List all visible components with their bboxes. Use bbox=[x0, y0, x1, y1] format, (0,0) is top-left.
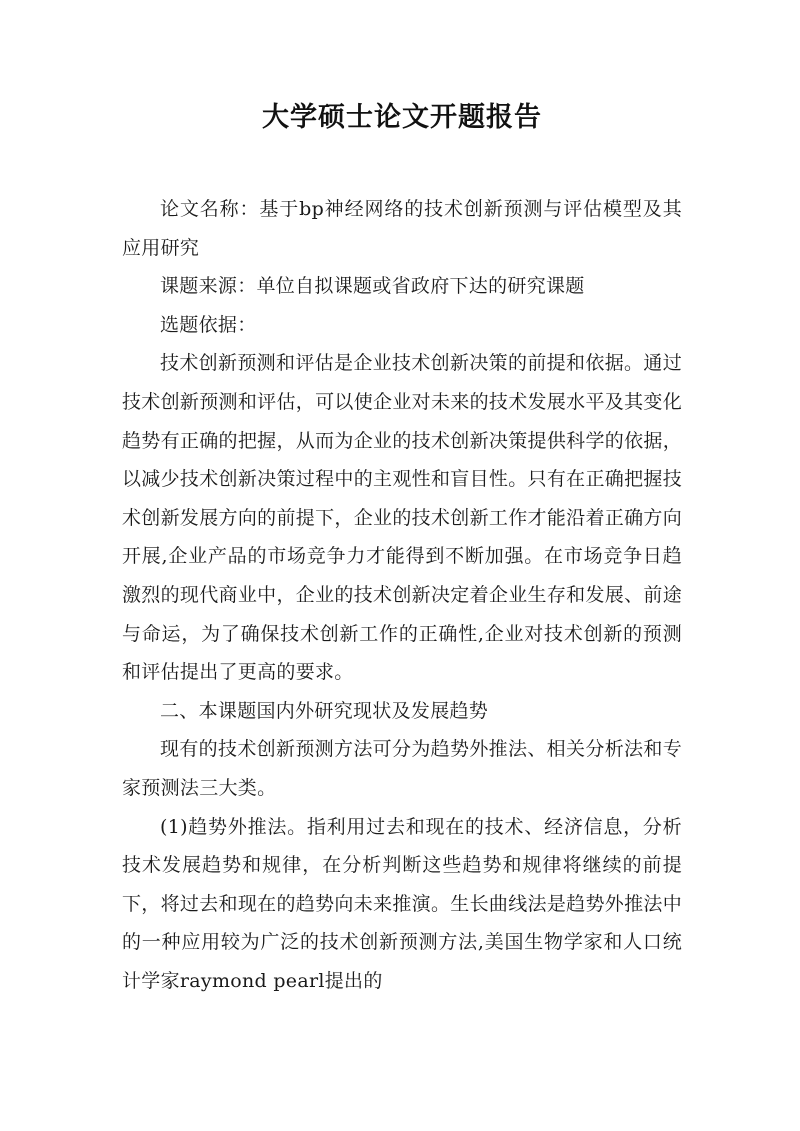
paragraph-thesis-name: 论文名称：基于bp神经网络的技术创新预测与评估模型及其应用研究 bbox=[122, 198, 682, 259]
paragraph-trend-extrapolation: (1)趋势外推法。指利用过去和现在的技术、经济信息，分析技术发展趋势和规律，在分析判断这些趋势和规律将继续的前提下，将过去和现在的趋势向未来推演。生长曲线法是趋势外推法中的一种应用较为广泛的技术创新预测方法,美国生物学家和人口统计学家raymond pearl提出的 bbox=[122, 815, 682, 992]
document-body bbox=[122, 190, 682, 1000]
paragraph-method-categories: 现有的技术创新预测方法可分为趋势外推法、相关分析法和专家预测法三大类。 bbox=[122, 738, 682, 799]
section-heading-research-status: 二、本课题国内外研究现状及发展趋势 bbox=[160, 699, 489, 722]
document-title: 大学硕士论文开题报告 bbox=[262, 102, 542, 133]
paragraph-topic-source: 课题来源：单位自拟课题或省政府下达的研究课题 bbox=[160, 275, 585, 298]
paragraph-selection-basis-heading: 选题依据： bbox=[160, 313, 257, 336]
paragraph-selection-basis-body: 技术创新预测和评估是企业技术创新决策的前提和依据。通过技术创新预测和评估，可以使企业对未来的技术发展水平及其变化趋势有正确的把握，从而为企业的技术创新决策提供科学的依据，以减少技术创新决策过程中的主观性和盲目性。只有在正确把握技术创新发展方向的前提下，企业的技术创新工作才能沿着正确方向开展,企业产品的市场竞争力才能得到不断加强。在市场竞争日趋激烈的现代商业中，企业的技术创新决定着企业生存和发展、前途与命运，为了确保技术创新工作的正确性,企业对技术创新的预测和评估提出了更高的要求。 bbox=[122, 352, 682, 684]
